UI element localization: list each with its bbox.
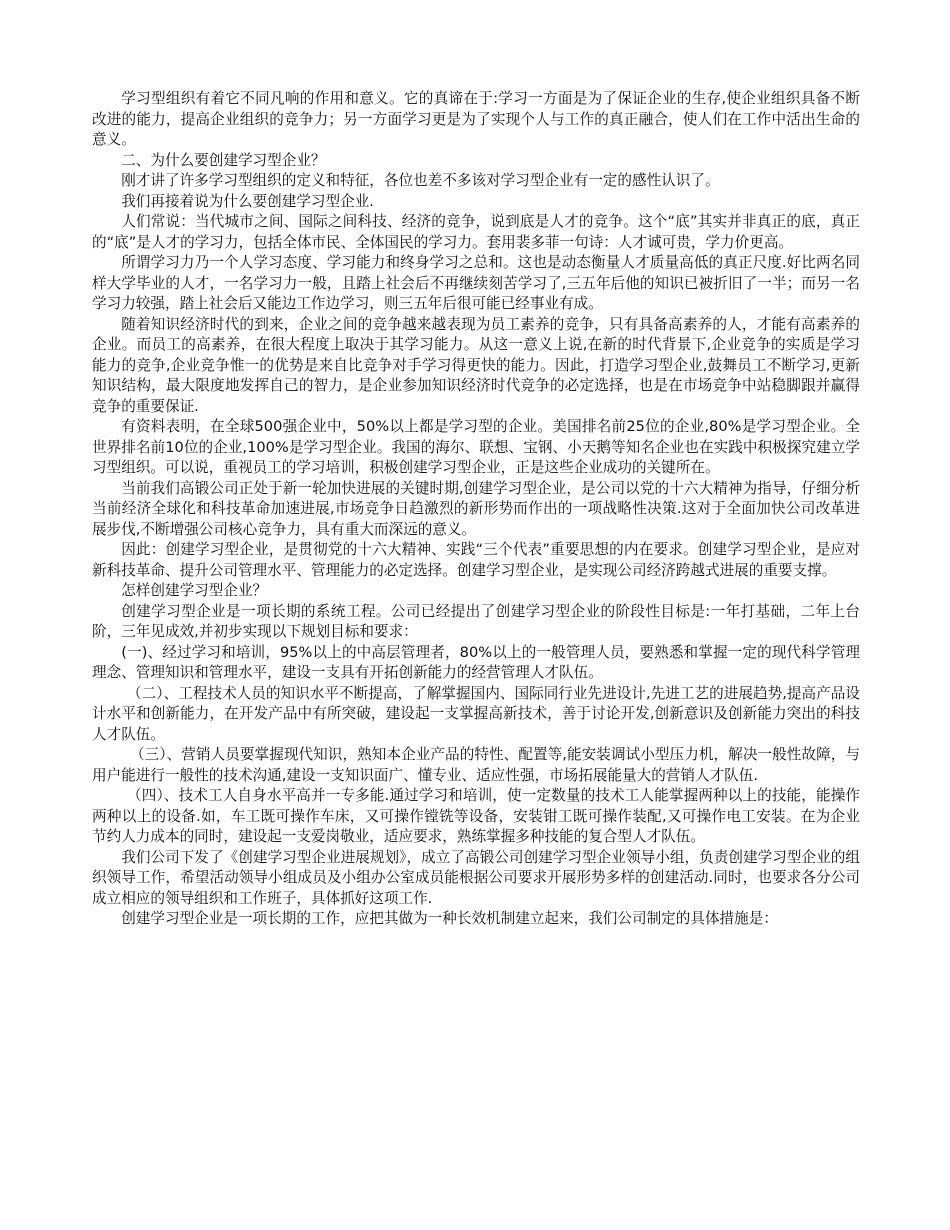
document-body	[92, 89, 860, 930]
paragraph-talent-competition: 人们常说：当代城市之间、国际之间科技、经济的竞争，说到底是人才的竞争。这个“底”其实并非真正的底，真正的“底”是人才的学习力，包括全体市民、全体国民的学习力。套用裴多菲一句诗：人才诚可贵，学力价更高。	[92, 213, 860, 251]
paragraph-intro: 刚才讲了许多学习型组织的定义和特征，各位也差不多该对学习型企业有一定的感性认识了。	[121, 172, 720, 189]
paragraph-company-situation: 当前我们高锻公司正处于新一轮加快进展的关键时期,创建学习型企业，是公司以党的十六大精神为指导，仔细分析当前经济全球化和科技革命加速进展,市场竞争日趋激烈的新形势而作出的一项战略性决策.这对于全面加快公司改革进展步伐,不断增强公司核心竞争力，具有重大而深远的意义。	[92, 479, 860, 538]
paragraph-knowledge-economy: 随着知识经济时代的到来，企业之间的竞争越来越表现为员工素养的竞争，只有具备高素养的人，才能有高素养的企业。而员工的高素养，在很大程度上取决于其学习能力。从这一意义上说,在新的时代背景下,企业竞争的实质是学习能力的竞争,企业竞争惟一的优势是来自比竞争对手学习得更快的能力。因此，打造学习型企业,鼓舞员工不断学习,更新知识结构，最大限度地发挥自己的智力，是企业参加知识经济时代竞争的必定选择，也是在市场竞争中站稳脚跟并赢得竞争的重要保证.	[92, 315, 860, 415]
list-item-3: （三）、营销人员要掌握现代知识，熟知本企业产品的特性、配置等,能安装调试小型压力机，解决一般性故障，与用户能进行一般性的技术沟通,建设一支知识面广、懂专业、适应性强，市场拓展能量大的营销人才队伍.	[92, 746, 860, 784]
paragraph-learning-power: 所谓学习力乃一个人学习态度、学习能力和终身学习之总和。这也是动态衡量人才质量高低的真正尺度.好比两名同样大学毕业的人才，一名学习力一般，且踏上社会后不再继续刻苦学习了,三五年后他的知识已被折旧了一半；而另一名学习力较强，踏上社会后又能边工作边学习，则三五年后很可能已经事业有成。	[92, 254, 860, 312]
paragraph-conclusion: 因此：创建学习型企业，是贯彻党的十六大精神、实践“三个代表”重要思想的内在要求。创建学习型企业，是应对新科技革命、提升公司管理水平、管理能力的必定选择。创建学习型企业，是实现公司经济跨越式进展的重要支撑。	[92, 541, 860, 579]
list-item-1: (一)、经过学习和培训，95%以上的中高层管理者，80%以上的一般管理人员，要熟悉和掌握一定的现代科学管理理念、管理知识和管理水平，建设一支具有开拓创新能力的经营管理人才队伍。	[92, 643, 860, 681]
paragraph-learning-org-meaning: 学习型组织有着它不同凡响的作用和意义。它的真谛在于:学习一方面是为了保证企业的生存,使企业组织具备不断改进的能力，提高企业组织的竞争力；另一方面学习更是为了实现个人与工作的真正融合，使人们在工作中活出生命的意义。	[92, 90, 860, 148]
paragraph-goals: 创建学习型企业是一项长期的系统工程。公司已经提出了创建学习型企业的阶段性目标是:一年打基础，二年上台阶，三年见成效,并初步实现以下规划目标和要求：	[92, 602, 860, 640]
section-heading-why: 二、为什么要创建学习型企业？	[121, 151, 326, 169]
list-item-2: （二）、工程技术人员的知识水平不断提高，了解掌握国内、国际同行业先进设计,先进工艺的进展趋势,提高产品设计水平和创新能力，在开发产品中有所突破，建设起一支掌握高新技术，善于讨论开发,创新意识及创新能力突出的科技人才队伍。	[92, 684, 860, 743]
paragraph-transition: 我们再接着说为什么要创建学习型企业.	[121, 192, 374, 210]
paragraph-statistics: 有资料表明，在全球500强企业中，50%以上都是学习型的企业。美国排名前25位的企业,80%是学习型企业。全世界排名前10位的企业,100%是学习型企业。我国的海尔、联想、宝钢、小天鹅等知名企业也在实践中积极探究建立学习型组织。可以说，重视员工的学习培训，积极创建学习型企业，正是这些企业成功的关键所在。	[92, 418, 860, 476]
section-heading-how: 怎样创建学习型企业？	[121, 582, 268, 599]
list-item-4: （四）、技术工人自身水平高并一专多能.通过学习和培训，使一定数量的技术工人能掌握两种以上的技能，能操作两种以上的设备.如，车工既可操作车床，又可操作镗铣等设备，安装钳工既可操作装配,又可操作电工安装。在为企业节约人力成本的同时，建设起一支爱岗敬业，适应要求，熟练掌握多种技能的复合型人才队伍。	[92, 787, 860, 845]
paragraph-measures: 创建学习型企业是一项长期的工作，应把其做为一种长效机制建立起来，我们公司制定的具体措施是：	[121, 910, 778, 927]
paragraph-plan: 我们公司下发了《创建学习型企业进展规划》，成立了高锻公司创建学习型企业领导小组，负责创建学习型企业的组织领导工作，希望活动领导小组成员及小组办公室成员能根据公司要求开展形势多样的创建活动.同时，也要求各分公司成立相应的领导组织和工作班子，具体抓好这项工作.	[92, 848, 860, 907]
